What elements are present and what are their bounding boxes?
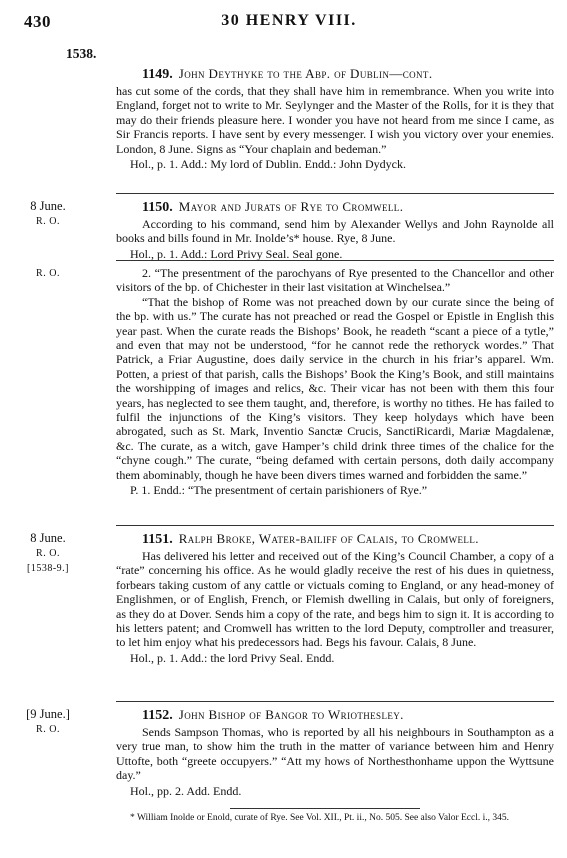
entry-title: Ralph Broke, Water-bailiff of Calais, to Cromwell. [178,531,479,546]
page-header [24,12,554,34]
entry-meta: Hol., p. 1. Add.: the lord Privy Seal. Endd. [130,650,335,665]
entry-title: John Deythyke to the Abp. of Dublin—cont. [178,66,433,81]
margin-note [0,199,96,229]
page-number: 430 [24,12,51,31]
year-label: 1538. [66,46,97,61]
margin-source: R. O. [36,724,60,735]
margin-note [0,266,96,281]
entry-number: 1150. [142,200,173,215]
entry-meta: P. 1. Endd.: “The presentment of certain parishioners of Rye.” [130,483,428,498]
margin-source: R. O. [36,268,60,279]
entry-paragraph: Has delivered his letter and received out of the King’s Council Chamber, a copy of a “rate” concerning his office. As he would gladly receive the rest of his dues in quietness, forbears taking custom of any cattle or victuals coming to England, or any head-money of Englishmen, or of English, French, or Flemish dwelling in Calais, but only of foreigners, as they do at Dover. Sends him a copy of the rate, and begs him to sign it. It is according to his letters patent; and Cromwell has written to the lord Deputy, comptroller and treasurer, to let him enjoy what his predecessors had. Begs his favour. Calais, 8 June. [116,549,554,650]
entry-paragraph: “That the bishop of Rome was not preached down by our curate since the being of the bp. with us.” The curate has not preached or read the Gospel or Epistle in English this year past. When the curate reads the Bishops’ Book, he readeth “scant a piece of a tytle,” and even that may not be understood, “for he cannot rede the rethoryck wordes.” That Patrick, a Friar Augustine, does daily service in the church in his friar’s apparel. Wm. Potten, a priest of that parish, calls the Bishops’ Book the King’s Book, and still maintains the worshipping of images and relics, &c. Their vicar has not been with them this four years, has neglected to see them taught, and, therefore, is worthy no tithes. He has failed to fulfil the injunctions of the King’s visitors. They keep holydays which have been abrogated, such as St. Mark, Inventio Sanctæ Crucis, SanctiRicardi, Mariæ Magdalenæ, &c. The curate, as a witch, gave Hamper’s child drink three times of the chalice for the “chyne cough.” The curate, “being defamed with certain persons, doth daily accompany them abominably, though he have been divers times warned and forbidden the same.” [116,294,554,482]
margin-extra: [1538-9.] [27,563,69,574]
entry-meta: Hol., p. 1. Add.: Lord Privy Seal. Seal gone. [130,246,343,261]
entry-divider [116,193,554,194]
entry-paragraph: According to his command, send him by Alexander Wellys and John Raynolde all books and bills found in Mr. Inolde’s* house. Rye, 8 June. [116,217,554,246]
entry-number: 1152. [142,708,173,723]
margin-note [0,707,96,737]
margin-date: [9 June.] [26,707,70,721]
entry-meta: Hol., p. 1. Add.: My lord of Dublin. Endd.: John Dydyck. [130,157,406,172]
entry-number: 1149. [142,67,173,82]
margin-note [0,531,96,576]
entry-heading [142,531,554,548]
margin-date: 8 June. [30,199,66,213]
entry-paragraph: has cut some of the cords, that they shall have him in remembrance. When you write into England, forget not to write to Mr. Seylynger and the Master of the Rolls, for it is they that may do their friends pleasure here. I wonder you have not heard from me since I came, as Sir Francis reports. I have sent by every messenger. I wish you victory over your enemies. London, 8 June. Signs as “Your chaplain and bedeman.” [116,84,554,156]
entry-paragraph: Sends Sampson Thomas, who is reported by all his neighbours in Southampton as a very true man, to show him the truth in the matter of variance between him and Henry Uttofte, both “greete occupyers.” “Att my hows of Northesthonhame uppon the Wyttsune day.” [116,725,554,783]
entry-heading [142,66,554,83]
running-head: 30 HENRY VIII. [221,12,357,29]
entry-meta: Hol., pp. 2. Add. Endd. [130,783,242,798]
margin-source: R. O. [36,548,60,559]
margin-date: 8 June. [30,531,66,545]
entry-divider [116,525,554,526]
entry-divider [116,701,554,702]
entry-number: 1151. [142,532,173,547]
footnote: * William Inolde or Enold, curate of Rye. See Vol. XII., Pt. ii., No. 505. See also Valor Eccl. i., 345. [130,813,510,823]
entry-title: John Bishop of Bangor to Wriothesley. [178,707,404,722]
entry-divider [116,260,554,261]
entry-heading [142,199,554,216]
entry-title: Mayor and Jurats of Rye to Cromwell. [178,199,404,214]
entry-paragraph: 2. “The presentment of the parochyans of Rye presented to the Chancellor and other visitors of the bp. of Chichester in their last visitation at Winchelsea.” [116,266,554,295]
footnote-divider [230,808,420,809]
margin-source: R. O. [36,216,60,227]
entry-heading [142,707,554,724]
